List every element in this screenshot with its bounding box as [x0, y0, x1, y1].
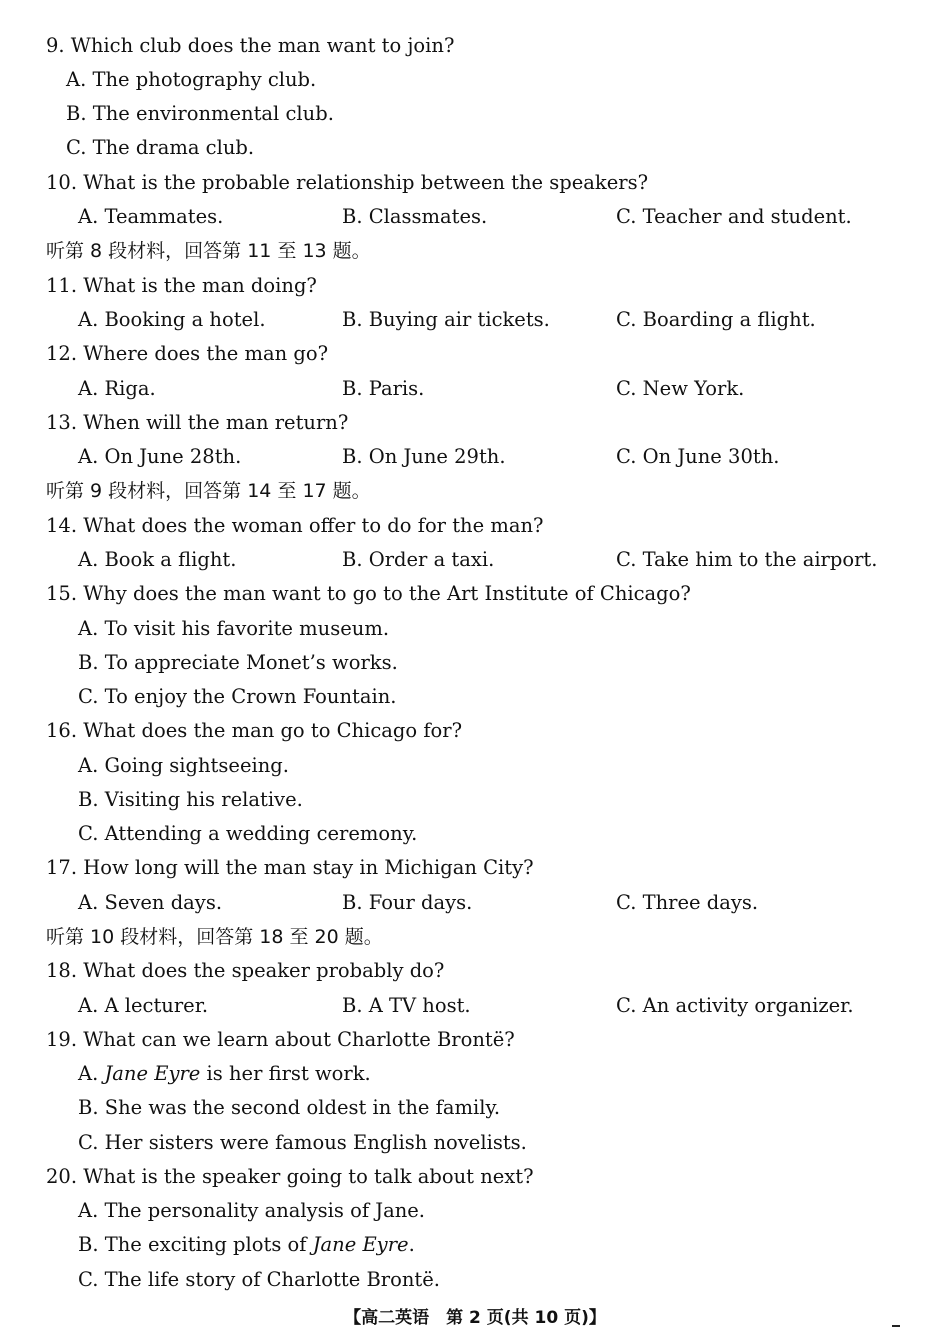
- section-9-heading: 听第 9 段材料，回答第 14 至 17 题。: [46, 480, 371, 502]
- question-12-option-a: A. Riga.: [78, 377, 156, 400]
- question-16-option-c: C. Attending a wedding ceremony.: [78, 822, 418, 845]
- question-15-option-a: A. To visit his favorite museum.: [78, 617, 390, 640]
- question-12-option-b: B. Paris.: [342, 377, 425, 400]
- question-20-option-b-title: Jane Eyre: [312, 1233, 409, 1256]
- question-20-option-b-suffix: .: [408, 1233, 415, 1256]
- question-9-stem: 9. Which club does the man want to join?: [46, 34, 455, 57]
- question-18-option-c: C. An activity organizer.: [616, 994, 854, 1017]
- question-16-stem: 16. What does the man go to Chicago for?: [46, 719, 463, 742]
- question-20-option-c: C. The life story of Charlotte Brontë.: [78, 1268, 440, 1291]
- question-19-option-a-title: Jane Eyre: [104, 1062, 201, 1085]
- question-19-option-c: C. Her sisters were famous English novelists.: [78, 1131, 527, 1154]
- question-14-stem: 14. What does the woman offer to do for the man?: [46, 514, 544, 537]
- question-20-option-b-prefix: B. The exciting plots of: [78, 1233, 313, 1256]
- question-19-option-a-suffix: is her first work.: [200, 1062, 371, 1085]
- question-17-option-c: C. Three days.: [616, 891, 759, 914]
- question-18-stem: 18. What does the speaker probably do?: [46, 959, 445, 982]
- corner-mark: [892, 1325, 900, 1327]
- question-19-option-a: [78, 1060, 371, 1088]
- question-17-option-b: B. Four days.: [342, 891, 473, 914]
- question-18-option-b: B. A TV host.: [342, 994, 471, 1017]
- question-12-option-c: C. New York.: [616, 377, 745, 400]
- page-footer: 【高二英语 第 2 页(共 10 页)】: [344, 1308, 606, 1328]
- question-14-option-b: B. Order a taxi.: [342, 548, 495, 571]
- question-12-stem: 12. Where does the man go?: [46, 342, 329, 365]
- question-19-option-a-prefix: A.: [78, 1062, 105, 1085]
- question-11-option-a: A. Booking a hotel.: [78, 308, 266, 331]
- question-16-option-a: A. Going sightseeing.: [78, 754, 289, 777]
- question-20-option-b: [78, 1231, 415, 1259]
- question-10-stem: 10. What is the probable relationship between the speakers?: [46, 171, 649, 194]
- section-10-heading: 听第 10 段材料，回答第 18 至 20 题。: [46, 926, 383, 948]
- question-13-stem: 13. When will the man return?: [46, 411, 349, 434]
- question-9-option-a: A. The photography club.: [66, 68, 317, 91]
- question-20-option-a: A. The personality analysis of Jane.: [78, 1199, 425, 1222]
- question-9-option-b: B. The environmental club.: [66, 102, 334, 125]
- question-14-option-c: C. Take him to the airport.: [616, 548, 878, 571]
- question-14-option-a: A. Book a flight.: [78, 548, 237, 571]
- question-15-stem: 15. Why does the man want to go to the Art Institute of Chicago?: [46, 582, 691, 605]
- question-10-option-c: C. Teacher and student.: [616, 205, 852, 228]
- question-15-option-b: B. To appreciate Monet’s works.: [78, 651, 398, 674]
- section-8-heading: 听第 8 段材料，回答第 11 至 13 题。: [46, 240, 371, 262]
- question-19-stem: 19. What can we learn about Charlotte Brontë?: [46, 1028, 515, 1051]
- question-9-option-c: C. The drama club.: [66, 136, 255, 159]
- question-13-option-a: A. On June 28th.: [78, 445, 242, 468]
- question-11-option-b: B. Buying air tickets.: [342, 308, 550, 331]
- question-19-option-b: B. She was the second oldest in the family.: [78, 1096, 501, 1119]
- question-16-option-b: B. Visiting his relative.: [78, 788, 303, 811]
- question-11-stem: 11. What is the man doing?: [46, 274, 317, 297]
- question-10-option-a: A. Teammates.: [78, 205, 224, 228]
- question-11-option-c: C. Boarding a flight.: [616, 308, 816, 331]
- question-18-option-a: A. A lecturer.: [78, 994, 209, 1017]
- question-13-option-c: C. On June 30th.: [616, 445, 780, 468]
- question-20-stem: 20. What is the speaker going to talk about next?: [46, 1165, 534, 1188]
- question-10-option-b: B. Classmates.: [342, 205, 488, 228]
- question-13-option-b: B. On June 29th.: [342, 445, 506, 468]
- question-17-option-a: A. Seven days.: [78, 891, 223, 914]
- question-17-stem: 17. How long will the man stay in Michigan City?: [46, 856, 534, 879]
- question-15-option-c: C. To enjoy the Crown Fountain.: [78, 685, 397, 708]
